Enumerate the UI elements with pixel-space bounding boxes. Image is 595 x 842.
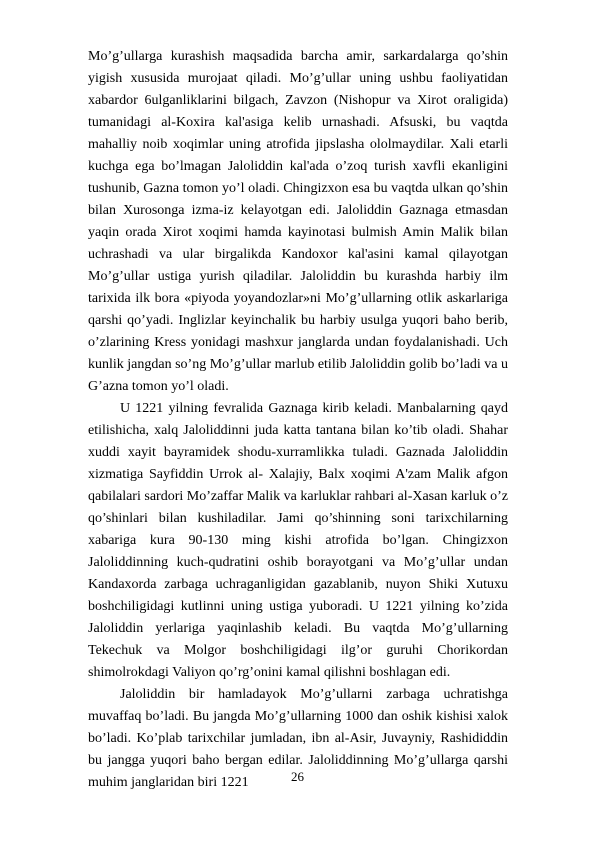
paragraph-2: U 1221 yilning fevralida Gaznaga kirib keladi. Manbalarning qayd etilishicha, xalq Jaloliddinni juda katta tantana bilan ko’tib oladi. Shahar xuddi xayit bayramidek shodu-xurramlikka tuladi. Gaznada Jaloliddin xizmatiga Sayfiddin Urrok al- Xalajiy, Balx xoqimi A'zam Malik afgon qabilalari sardori Mo’zaffar Malik va karluklar rahbari al-Xasan karluk o’z qo’shinlari bilan kushiladilar. Jami qo’shinning soni tarixchilarning xabariga kura 90-130 ming kishi atrofida bo’lgan. Chingizxon Jaloliddinning kuch-qudratini oshib borayotgani va Mo’g’ullar undan Kandaxorda zarbaga uchraganligidan gazablanib, nuyon Shiki Xutuxu boshchiligidagi kutlinni uning ustiga yuboradi. U 1221 yilning ko’zida Jaloliddin yerlariga yaqinlashib keladi. Bu vaqtda Mo’g’ullarning Tekechuk va Molgor boshchiligidagi ilg’or guruhi Chorikordan shimolrokdagi Valiyon qo’rg’onini kamal qilishni boshlagan edi. (88, 401, 508, 680)
paragraph-1: Mo’g’ullarga kurashish maqsadida barcha amir, sarkardalarga qo’shin yigish xususida murojaat qiladi. Mo’g’ullar uning ushbu faoliyatidan xabardor 6ulganliklarini bilgach, Zavzon (Nishopur va Xirot oraligida) tumanidagi al-Koxira kal'asiga kelib urnashadi. Afsuski, bu vaqtda mahalliy noib xoqimlar uning atrofida jipslasha ololmaydilar. Xali etarli kuchga ega bo’lmagan Jaloliddin kal'ada o’zoq turish xavfli ekanligini tushunib, Gazna tomon yo’l oladi. Chingizxon esa bu vaqtda ulkan qo’shin bilan Xurosonga izma-iz kelayotgan edi. Jaloliddin Gaznaga etmasdan yaqin orada Xirot xoqimi hamda kayinotasi bulmish Amin Malik bilan uchrashadi va ular birgalikda Kandoxor kal'asini kamal qilayotgan Mo’g’ullar ustiga yurish qiladilar. Jaloliddin bu kurashda harbiy ilm tarixida ilk bora «piyoda yoyandozlar»ni Mo’g’ullarning otlik askarlariga qarshi qo’yadi. Inglizlar keyinchalik bu harbiy usulga yuqori baho berib, o’zlarining Kress yonidagi mashxur janglarda undan foydalanishadi. Uch kunlik jangdan so’ng Mo’g’ullar marlub etilib Jaloliddin golib bo’ladi va u G’azna tomon yo’l oladi. (88, 49, 508, 394)
paragraph-3: Jaloliddin bir hamladayok Mo’g’ullarni zarbaga uchratishga muvaffaq bo’ladi. Bu jangda Mo’g’ullarning 1000 dan oshik kishisi xalok bo’ladi. Ko’plab tarixchilar jumladan, ibn al-Asir, Juvayniy, Rashididdin bu jangga yuqori baho bergan edilar. Jaloliddinning Mo’g’ullarga qarshi muhim janglaridan biri 1221 (88, 687, 508, 790)
document-page (88, 46, 508, 794)
page-number: 26 (291, 769, 304, 784)
